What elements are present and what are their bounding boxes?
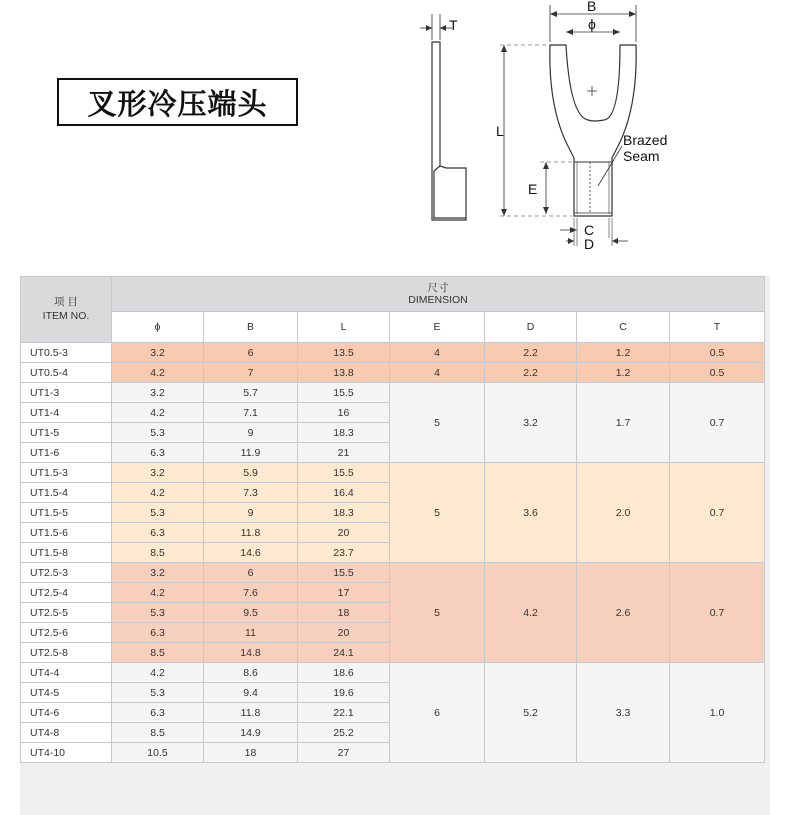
item-cell: UT1-4 [21,403,112,423]
b-cell: 9.5 [204,603,298,623]
b-cell: 6 [204,343,298,363]
l-cell: 18 [298,603,390,623]
item-cell: UT1-5 [21,423,112,443]
l-cell: 23.7 [298,543,390,563]
b-cell: 11 [204,623,298,643]
e-cell-merged: 6 [390,663,485,763]
col-header-l: L [298,312,390,343]
item-cell: UT4-4 [21,663,112,683]
table-row [21,343,765,363]
col-header-c: C [577,312,670,343]
b-cell: 8.6 [204,663,298,683]
label-c: C [584,222,595,238]
table-row [21,463,765,483]
label-l: L [496,123,504,139]
phi-cell: 5.3 [112,503,204,523]
b-cell: 7.6 [204,583,298,603]
c-cell-merged: 2.0 [577,463,670,563]
l-cell: 20 [298,523,390,543]
l-cell: 16 [298,403,390,423]
l-cell: 18.6 [298,663,390,683]
item-cell: UT1-6 [21,443,112,463]
b-cell: 7.3 [204,483,298,503]
label-phi: ϕ [588,16,596,32]
b-cell: 11.9 [204,443,298,463]
l-cell: 15.5 [298,563,390,583]
label-seam: Seam [623,148,660,164]
t-cell: 0.5 [670,343,765,363]
l-cell: 25.2 [298,723,390,743]
item-header-en: ITEM NO. [42,309,90,322]
item-cell: UT4-6 [21,703,112,723]
terminal-drawing [0,0,790,276]
table-row [21,363,765,383]
phi-cell: 6.3 [112,703,204,723]
t-cell-merged: 0.7 [670,383,765,463]
l-cell: 18.3 [298,503,390,523]
t-cell: 0.5 [670,363,765,383]
item-cell: UT1.5-6 [21,523,112,543]
label-e: E [528,181,538,197]
dimension-header-cn: 尺寸 [427,281,449,294]
dimension-header [112,277,765,312]
item-cell: UT1.5-3 [21,463,112,483]
phi-cell: 4.2 [112,663,204,683]
phi-cell: 6.3 [112,443,204,463]
b-cell: 14.8 [204,643,298,663]
phi-cell: 6.3 [112,623,204,643]
c-cell-merged: 2.6 [577,563,670,663]
table-row [21,563,765,583]
t-cell-merged: 1.0 [670,663,765,763]
side-view-bend [434,166,440,171]
item-cell: UT0.5-4 [21,363,112,383]
table-row [21,663,765,683]
d-cell: 2.2 [485,363,577,383]
l-cell: 13.5 [298,343,390,363]
dimension-table [20,276,765,763]
brazed-leader [598,146,622,186]
col-header-d: D [485,312,577,343]
item-cell: UT4-10 [21,743,112,763]
item-cell: UT2.5-5 [21,603,112,623]
b-cell: 11.8 [204,523,298,543]
col-header-t: T [670,312,765,343]
d-cell-merged: 4.2 [485,563,577,663]
e-cell-merged: 5 [390,563,485,663]
d-cell-merged: 3.6 [485,463,577,563]
item-cell: UT2.5-3 [21,563,112,583]
col-header-phi: ϕ [112,312,204,343]
t-cell-merged: 0.7 [670,563,765,663]
t-cell-merged: 0.7 [670,463,765,563]
phi-cell: 3.2 [112,463,204,483]
l-cell: 13.8 [298,363,390,383]
l-cell: 22.1 [298,703,390,723]
label-b: B [587,0,597,14]
b-cell: 5.7 [204,383,298,403]
item-cell: UT1-3 [21,383,112,403]
b-cell: 9.4 [204,683,298,703]
b-cell: 9 [204,423,298,443]
d-cell-merged: 5.2 [485,663,577,763]
phi-cell: 5.3 [112,683,204,703]
dimension-header-en: DIMENSION [408,294,468,306]
c-cell: 1.2 [577,343,670,363]
l-cell: 19.6 [298,683,390,703]
item-header [21,277,112,343]
phi-cell: 4.2 [112,363,204,383]
fork-outline [550,45,636,216]
l-cell: 20 [298,623,390,643]
b-cell: 5.9 [204,463,298,483]
b-cell: 7.1 [204,403,298,423]
item-cell: UT1.5-5 [21,503,112,523]
item-cell: UT1.5-4 [21,483,112,503]
item-cell: UT4-5 [21,683,112,703]
label-d: D [584,236,595,252]
phi-cell: 8.5 [112,723,204,743]
item-cell: UT2.5-4 [21,583,112,603]
b-cell: 14.6 [204,543,298,563]
phi-cell: 3.2 [112,563,204,583]
l-cell: 17 [298,583,390,603]
phi-cell: 4.2 [112,483,204,503]
c-cell: 1.2 [577,363,670,383]
l-cell: 16.4 [298,483,390,503]
d-cell-merged: 3.2 [485,383,577,463]
l-cell: 18.3 [298,423,390,443]
b-cell: 7 [204,363,298,383]
c-cell-merged: 1.7 [577,383,670,463]
l-cell: 15.5 [298,463,390,483]
item-cell: UT0.5-3 [21,343,112,363]
phi-cell: 6.3 [112,523,204,543]
item-cell: UT1.5-8 [21,543,112,563]
label-t: T [449,17,458,33]
l-cell: 15.5 [298,383,390,403]
col-header-b: B [204,312,298,343]
e-cell: 4 [390,363,485,383]
b-cell: 9 [204,503,298,523]
phi-cell: 10.5 [112,743,204,763]
phi-cell: 8.5 [112,543,204,563]
phi-cell: 5.3 [112,423,204,443]
item-header-cn: 项 目 [54,296,78,309]
side-view-outline [432,42,466,220]
e-cell: 4 [390,343,485,363]
phi-cell: 3.2 [112,343,204,363]
e-cell-merged: 5 [390,383,485,463]
phi-cell: 4.2 [112,583,204,603]
d-cell: 2.2 [485,343,577,363]
phi-cell: 8.5 [112,643,204,663]
label-brazed: Brazed [623,132,668,148]
phi-cell: 4.2 [112,403,204,423]
item-cell: UT2.5-8 [21,643,112,663]
b-cell: 11.8 [204,703,298,723]
item-cell: UT2.5-6 [21,623,112,643]
b-cell: 14.9 [204,723,298,743]
phi-cell: 3.2 [112,383,204,403]
table-row [21,383,765,403]
b-cell: 6 [204,563,298,583]
col-header-e: E [390,312,485,343]
page-title: 叉形冷压端头 [87,86,268,121]
l-cell: 21 [298,443,390,463]
b-cell: 18 [204,743,298,763]
e-cell-merged: 5 [390,463,485,563]
c-cell-merged: 3.3 [577,663,670,763]
l-cell: 24.1 [298,643,390,663]
phi-cell: 5.3 [112,603,204,623]
item-cell: UT4-8 [21,723,112,743]
l-cell: 27 [298,743,390,763]
